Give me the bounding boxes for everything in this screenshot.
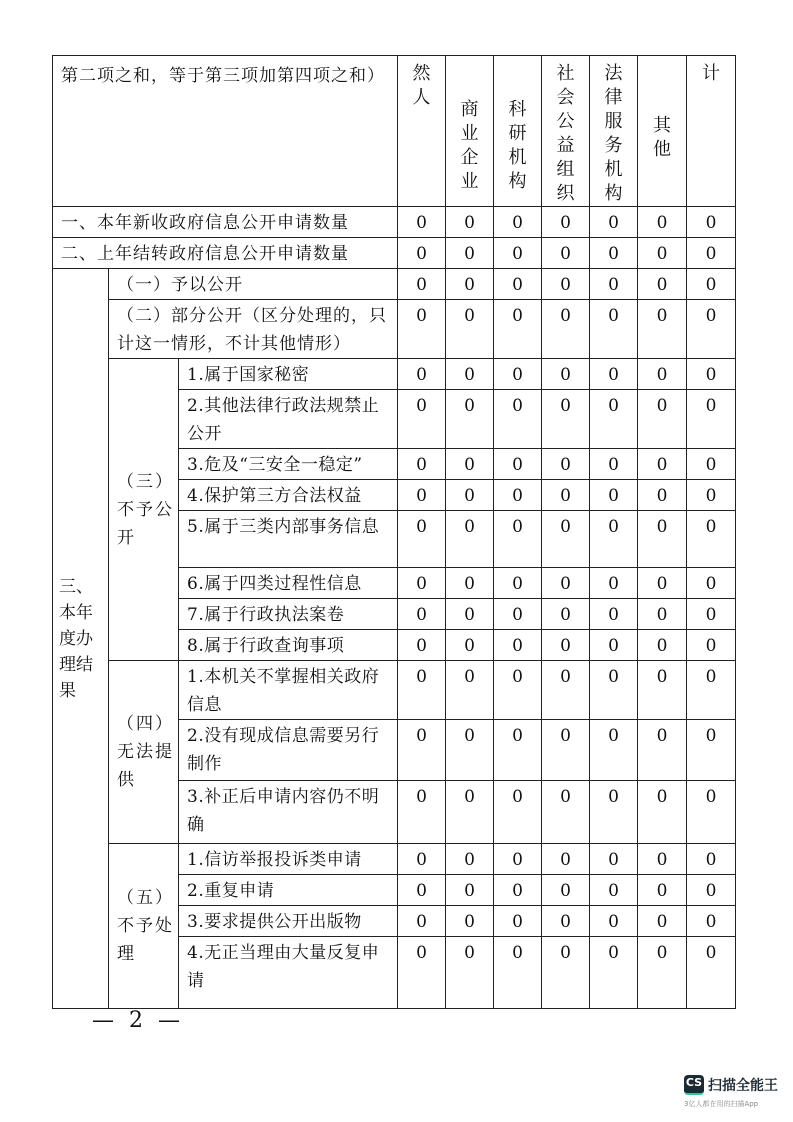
value-cell: 0	[542, 781, 590, 844]
value-cell: 0	[494, 359, 542, 390]
value-cell: 0	[446, 937, 494, 1009]
value-cell: 0	[590, 937, 638, 1009]
row-label: 3.危及“三安全一稳定”	[179, 449, 398, 480]
value-cell: 0	[638, 906, 687, 937]
column-header-label: 社会公益组织	[556, 63, 575, 204]
value-cell: 0	[590, 906, 638, 937]
value-cell: 0	[494, 390, 542, 449]
value-cell: 0	[590, 844, 638, 875]
value-cell: 0	[590, 511, 638, 568]
value-cell: 0	[398, 781, 446, 844]
value-cell: 0	[590, 359, 638, 390]
value-cell: 0	[446, 359, 494, 390]
value-cell: 0	[687, 937, 736, 1009]
value-cell: 0	[542, 238, 590, 269]
value-cell: 0	[398, 511, 446, 568]
value-cell: 0	[542, 844, 590, 875]
row-label: 3.补正后申请内容仍不明确	[179, 781, 398, 844]
value-cell: 0	[446, 568, 494, 599]
value-cell: 0	[542, 480, 590, 511]
value-cell: 0	[638, 269, 687, 300]
value-cell: 0	[542, 937, 590, 1009]
table-row	[53, 269, 736, 300]
value-cell: 0	[494, 480, 542, 511]
value-cell: 0	[494, 511, 542, 568]
table-row	[53, 238, 736, 269]
value-cell: 0	[590, 300, 638, 359]
table-row	[53, 207, 736, 238]
row-label: 2.重复申请	[179, 875, 398, 906]
value-cell: 0	[398, 390, 446, 449]
value-cell: 0	[542, 300, 590, 359]
table-row	[53, 661, 736, 720]
value-cell: 0	[494, 449, 542, 480]
value-cell: 0	[446, 269, 494, 300]
value-cell: 0	[638, 480, 687, 511]
value-cell: 0	[542, 875, 590, 906]
value-cell: 0	[687, 720, 736, 781]
value-cell: 0	[494, 720, 542, 781]
value-cell: 0	[638, 359, 687, 390]
value-cell: 0	[687, 269, 736, 300]
value-cell: 0	[398, 207, 446, 238]
value-cell: 0	[590, 238, 638, 269]
column-header	[542, 56, 590, 207]
value-cell: 0	[687, 207, 736, 238]
value-cell: 0	[687, 875, 736, 906]
value-cell: 0	[398, 269, 446, 300]
value-cell: 0	[638, 937, 687, 1009]
value-cell: 0	[398, 875, 446, 906]
watermark-name: 扫描全能王	[708, 1078, 778, 1094]
value-cell: 0	[542, 906, 590, 937]
row-label: 2.其他法律行政法规禁止公开	[179, 390, 398, 449]
value-cell: 0	[590, 480, 638, 511]
value-cell: 0	[446, 661, 494, 720]
value-cell: 0	[494, 630, 542, 661]
value-cell: 0	[638, 781, 687, 844]
row-label: 7.属于行政执法案卷	[179, 599, 398, 630]
row-label: 二、上年结转政府信息公开申请数量	[53, 238, 398, 269]
row-label: 8.属于行政查询事项	[179, 630, 398, 661]
value-cell: 0	[494, 661, 542, 720]
camscanner-logo-icon: CS	[684, 1075, 704, 1095]
value-cell: 0	[398, 480, 446, 511]
value-cell: 0	[494, 937, 542, 1009]
value-cell: 0	[398, 937, 446, 1009]
column-header	[494, 56, 542, 207]
column-header	[446, 56, 494, 207]
value-cell: 0	[446, 875, 494, 906]
value-cell: 0	[542, 720, 590, 781]
value-cell: 0	[687, 906, 736, 937]
value-cell: 0	[687, 844, 736, 875]
value-cell: 0	[446, 630, 494, 661]
value-cell: 0	[398, 630, 446, 661]
column-header	[398, 56, 446, 207]
column-header-label: 计	[702, 63, 720, 84]
value-cell: 0	[687, 480, 736, 511]
value-cell: 0	[590, 661, 638, 720]
value-cell: 0	[398, 720, 446, 781]
value-cell: 0	[446, 238, 494, 269]
value-cell: 0	[494, 906, 542, 937]
value-cell: 0	[494, 207, 542, 238]
value-cell: 0	[638, 844, 687, 875]
value-cell: 0	[542, 449, 590, 480]
row-label: 1.信访举报投诉类申请	[179, 844, 398, 875]
group-label: （三）不予公开	[109, 359, 179, 661]
section-3-label: 三、本年度办理结果	[53, 269, 109, 1009]
value-cell: 0	[590, 630, 638, 661]
column-header-label: 然人	[412, 63, 431, 108]
value-cell: 0	[398, 844, 446, 875]
value-cell: 0	[638, 511, 687, 568]
value-cell: 0	[687, 661, 736, 720]
value-cell: 0	[687, 568, 736, 599]
value-cell: 0	[638, 630, 687, 661]
table-row	[53, 359, 736, 390]
value-cell: 0	[494, 238, 542, 269]
header-intro: 第二项之和，等于第三项加第四项之和）	[53, 56, 398, 207]
page-number: — 2 —	[92, 1008, 184, 1033]
row-label: 5.属于三类内部事务信息	[179, 511, 398, 568]
value-cell: 0	[687, 359, 736, 390]
column-header-label: 商业企业	[460, 99, 479, 192]
row-label: 4.无正当理由大量反复申请	[179, 937, 398, 1009]
value-cell: 0	[687, 630, 736, 661]
column-header-label: 科研机构	[508, 99, 527, 192]
value-cell: 0	[638, 720, 687, 781]
value-cell: 0	[542, 390, 590, 449]
value-cell: 0	[542, 359, 590, 390]
value-cell: 0	[638, 875, 687, 906]
row-label: 一、本年新收政府信息公开申请数量	[53, 207, 398, 238]
value-cell: 0	[542, 207, 590, 238]
group-label: （五）不予处理	[109, 844, 179, 1009]
value-cell: 0	[638, 300, 687, 359]
value-cell: 0	[398, 359, 446, 390]
scanner-watermark	[684, 1075, 792, 1109]
value-cell: 0	[590, 599, 638, 630]
value-cell: 0	[687, 238, 736, 269]
value-cell: 0	[446, 599, 494, 630]
row-label: 1.属于国家秘密	[179, 359, 398, 390]
value-cell: 0	[446, 781, 494, 844]
value-cell: 0	[542, 661, 590, 720]
column-header	[638, 56, 687, 207]
value-cell: 0	[590, 781, 638, 844]
value-cell: 0	[590, 207, 638, 238]
value-cell: 0	[542, 568, 590, 599]
value-cell: 0	[446, 480, 494, 511]
value-cell: 0	[494, 300, 542, 359]
value-cell: 0	[446, 844, 494, 875]
value-cell: 0	[687, 781, 736, 844]
row-label: 6.属于四类过程性信息	[179, 568, 398, 599]
value-cell: 0	[446, 906, 494, 937]
value-cell: 0	[638, 207, 687, 238]
value-cell: 0	[590, 269, 638, 300]
column-header-label: 法律服务机构	[604, 63, 623, 204]
row-label: 3.要求提供公开出版物	[179, 906, 398, 937]
column-header-label: 其他	[653, 115, 671, 160]
value-cell: 0	[638, 238, 687, 269]
value-cell: 0	[494, 568, 542, 599]
watermark-tagline: 3亿人都在用的扫描App	[684, 1100, 759, 1108]
value-cell: 0	[542, 630, 590, 661]
row-label: 1.本机关不掌握相关政府信息	[179, 661, 398, 720]
group-label: （四）无法提供	[109, 661, 179, 844]
row-label: （二）部分公开（区分处理的，只计这一情形，不计其他情形）	[109, 300, 398, 359]
value-cell: 0	[638, 661, 687, 720]
value-cell: 0	[542, 599, 590, 630]
value-cell: 0	[590, 449, 638, 480]
value-cell: 0	[590, 390, 638, 449]
value-cell: 0	[542, 269, 590, 300]
row-label: （一）予以公开	[109, 269, 398, 300]
value-cell: 0	[398, 300, 446, 359]
column-header	[590, 56, 638, 207]
value-cell: 0	[590, 568, 638, 599]
value-cell: 0	[398, 661, 446, 720]
value-cell: 0	[446, 207, 494, 238]
value-cell: 0	[638, 568, 687, 599]
value-cell: 0	[494, 269, 542, 300]
value-cell: 0	[687, 511, 736, 568]
value-cell: 0	[590, 875, 638, 906]
value-cell: 0	[638, 449, 687, 480]
value-cell: 0	[638, 599, 687, 630]
value-cell: 0	[446, 720, 494, 781]
value-cell: 0	[494, 599, 542, 630]
value-cell: 0	[446, 390, 494, 449]
table-row	[53, 300, 736, 359]
value-cell: 0	[398, 568, 446, 599]
value-cell: 0	[398, 906, 446, 937]
header-row	[53, 56, 736, 207]
row-label: 4.保护第三方合法权益	[179, 480, 398, 511]
value-cell: 0	[446, 300, 494, 359]
value-cell: 0	[687, 390, 736, 449]
table-row	[53, 844, 736, 875]
value-cell: 0	[590, 720, 638, 781]
value-cell: 0	[638, 390, 687, 449]
value-cell: 0	[687, 449, 736, 480]
value-cell: 0	[398, 599, 446, 630]
value-cell: 0	[398, 238, 446, 269]
value-cell: 0	[446, 449, 494, 480]
column-header	[687, 56, 736, 207]
value-cell: 0	[398, 449, 446, 480]
value-cell: 0	[494, 875, 542, 906]
row-label: 2.没有现成信息需要另行制作	[179, 720, 398, 781]
statistics-table	[52, 55, 736, 1009]
value-cell: 0	[542, 511, 590, 568]
value-cell: 0	[494, 781, 542, 844]
value-cell: 0	[494, 844, 542, 875]
value-cell: 0	[687, 300, 736, 359]
value-cell: 0	[687, 599, 736, 630]
value-cell: 0	[446, 511, 494, 568]
